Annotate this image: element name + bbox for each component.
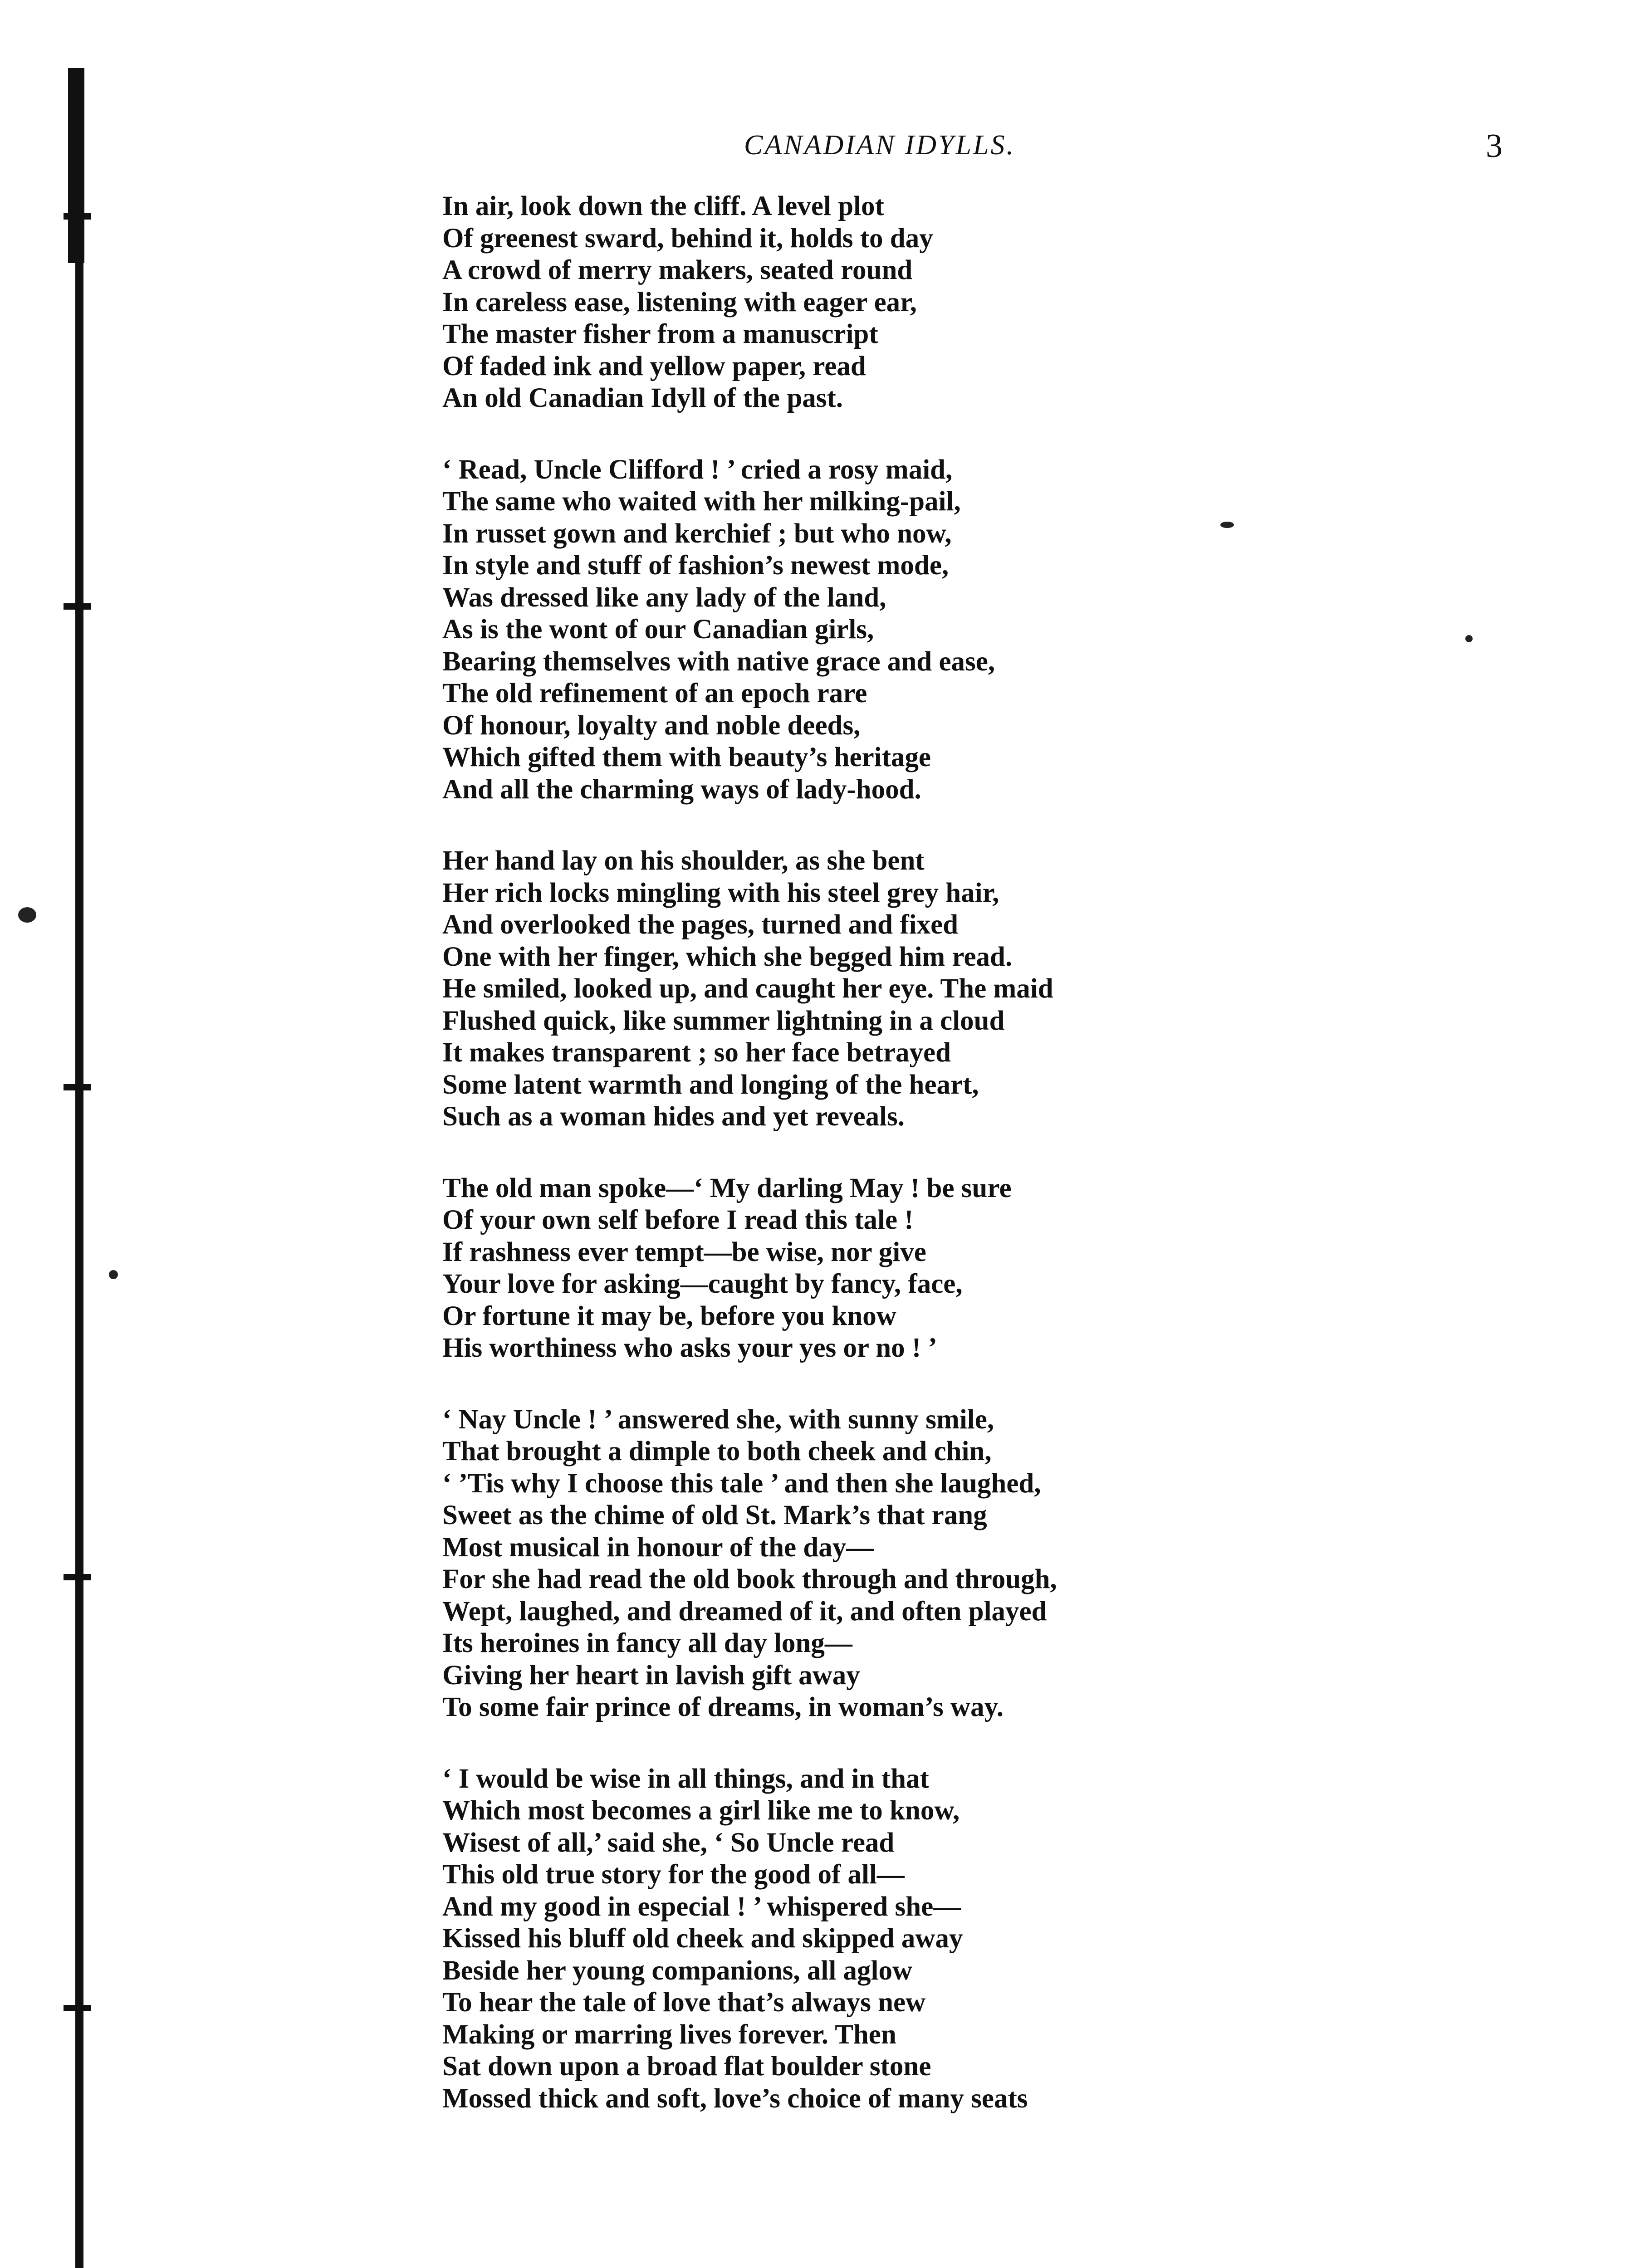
- verse-line: He smiled, looked up, and caught her eye. The maid: [442, 973, 1053, 1004]
- verse-line: Mossed thick and soft, love’s choice of many seats: [442, 2083, 1028, 2114]
- verse-line: For she had read the old book through and through,: [442, 1564, 1057, 1594]
- verse-line: Of honour, loyalty and noble deeds,: [442, 710, 861, 741]
- verse-line: It makes transparent ; so her face betrayed: [442, 1037, 951, 1068]
- ink-speck: [109, 1270, 118, 1279]
- verse-line: Making or marring lives forever. Then: [442, 2019, 896, 2050]
- verse-line: And overlooked the pages, turned and fixed: [442, 909, 959, 940]
- verse-line: Which most becomes a girl like me to know,: [442, 1795, 960, 1826]
- verse-line: Bearing themselves with native grace and ease,: [442, 646, 995, 677]
- stanza: [442, 1404, 1508, 1724]
- verse-line: A crowd of merry makers, seated round: [442, 255, 913, 285]
- verse-line: And all the charming ways of lady-hood.: [442, 774, 921, 805]
- verse-line: Her rich locks mingling with his steel grey hair,: [442, 877, 999, 908]
- stanza: [442, 845, 1508, 1133]
- verse-line: The old refinement of an epoch rare: [442, 678, 867, 709]
- verse-line: The same who waited with her milking-pail,: [442, 486, 961, 517]
- verse-line: Its heroines in fancy all day long—: [442, 1628, 852, 1658]
- verse-line: In air, look down the cliff. A level plot: [442, 191, 884, 221]
- verse-line: In russet gown and kerchief ; but who now,: [442, 518, 952, 549]
- verse-line: Sat down upon a broad flat boulder stone: [442, 2051, 931, 2082]
- verse-line: As is the wont of our Canadian girls,: [442, 614, 874, 645]
- verse-line: Was dressed like any lady of the land,: [442, 582, 886, 613]
- binding-mark: [64, 603, 91, 610]
- stanza: [442, 191, 1508, 415]
- ink-speck: [18, 907, 36, 923]
- verse-line: An old Canadian Idyll of the past.: [442, 383, 843, 413]
- verse-line: Her hand lay on his shoulder, as she bent: [442, 846, 925, 876]
- verse-line: Of faded ink and yellow paper, read: [442, 351, 866, 381]
- verse-line: Sweet as the chime of old St. Mark’s that rang: [442, 1500, 987, 1530]
- verse-line: In style and stuff of fashion’s newest mode,: [442, 550, 949, 581]
- poem-body: [442, 191, 1508, 2154]
- verse-line: Most musical in honour of the day—: [442, 1532, 874, 1563]
- verse-line: ‘ Nay Uncle ! ’ answered she, with sunny smile,: [442, 1404, 994, 1435]
- verse-line: Your love for asking—caught by fancy, face,: [442, 1269, 963, 1299]
- verse-line: ‘ ’Tis why I choose this tale ’ and then she laughed,: [442, 1468, 1041, 1499]
- verse-line: One with her finger, which she begged him read.: [442, 941, 1013, 972]
- verse-line: Beside her young companions, all aglow: [442, 1955, 913, 1986]
- page-number: 3: [1486, 127, 1503, 165]
- verse-line: Of greenest sward, behind it, holds to day: [442, 223, 933, 254]
- stanza: [442, 454, 1508, 806]
- verse-line: If rashness ever tempt—be wise, nor give: [442, 1237, 926, 1267]
- binding-mark: [64, 213, 91, 220]
- verse-line: Such as a woman hides and yet reveals.: [442, 1101, 905, 1132]
- verse-line: Or fortune it may be, before you know: [442, 1300, 896, 1331]
- verse-line: The old man spoke—‘ My darling May ! be sure: [442, 1173, 1012, 1203]
- verse-line: Flushed quick, like summer lightning in a cloud: [442, 1005, 1005, 1036]
- binding-edge-top: [68, 68, 84, 263]
- stanza: [442, 1173, 1508, 1364]
- verse-line: That brought a dimple to both cheek and chin,: [442, 1436, 992, 1466]
- verse-line: Giving her heart in lavish gift away: [442, 1660, 860, 1691]
- binding-mark: [64, 2005, 91, 2011]
- verse-line: ‘ I would be wise in all things, and in that: [442, 1763, 929, 1794]
- verse-line: To some fair prince of dreams, in woman’s way.: [442, 1692, 1004, 1722]
- binding-mark: [64, 1574, 91, 1580]
- verse-line: Which gifted them with beauty’s heritage: [442, 742, 931, 772]
- verse-line: His worthiness who asks your yes or no ! ’: [442, 1333, 937, 1363]
- verse-line: Kissed his bluff old cheek and skipped away: [442, 1923, 963, 1954]
- binding-mark: [64, 1084, 91, 1090]
- verse-line: Wisest of all,’ said she, ‘ So Uncle read: [442, 1827, 895, 1858]
- stanza: [442, 1763, 1508, 2115]
- verse-line: This old true story for the good of all—: [442, 1859, 905, 1890]
- running-title: CANADIAN IDYLLS.: [744, 130, 1015, 161]
- verse-line: Wept, laughed, and dreamed of it, and often played: [442, 1596, 1047, 1627]
- verse-line: Of your own self before I read this tale !: [442, 1205, 914, 1235]
- verse-line: ‘ Read, Uncle Clifford ! ’ cried a rosy maid,: [442, 454, 953, 485]
- verse-line: And my good in especial ! ’ whispered she—: [442, 1891, 961, 1922]
- verse-line: To hear the tale of love that’s always new: [442, 1987, 926, 2018]
- verse-line: Some latent warmth and longing of the heart,: [442, 1069, 979, 1100]
- verse-line: The master fisher from a manuscript: [442, 319, 878, 349]
- binding-edge: [75, 68, 83, 2268]
- verse-line: In careless ease, listening with eager ear,: [442, 287, 917, 318]
